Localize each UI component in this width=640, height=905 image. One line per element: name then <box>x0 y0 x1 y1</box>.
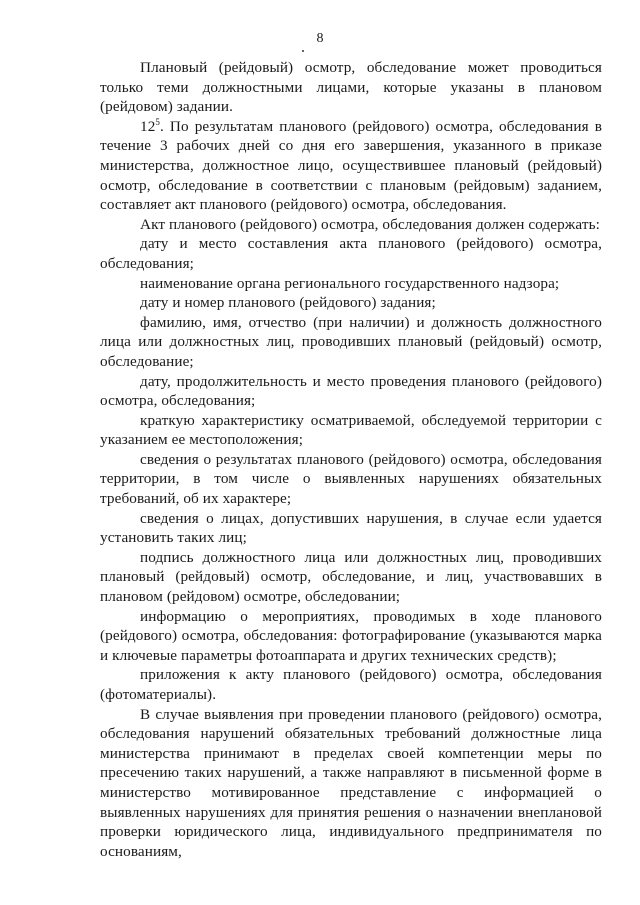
list-item-violators: сведения о лицах, допустивших нарушения, в случае если удается установить таких лиц; <box>100 509 602 547</box>
clause-text: . По результатам планового (рейдового) осмотра, обследования в течение 3 рабочих дней со дня его завершения, указанного в приказе министерства, должностное лицо, осуществившее плановый (рейдовый) осмотр, обследование в соответствии с плановым (рейдовым) заданием, составляет акт планового (рейдового) осмотра, обследования. <box>100 117 602 214</box>
list-item-duration-place: дату, продолжительность и место проведения планового (рейдового) осмотра, обследования; <box>100 372 602 410</box>
paragraph-violations-procedure: В случае выявления при проведении планового (рейдового) осмотра, обследования нарушений обязательных требований должностные лица министерства принимают в пределах своей компетенции меры по пресечению таких нарушений, а также направляют в письменной форме в министерство мотивированное представление с информацией о выявленных нарушениях для принятия решения о назначении внеплановой проверки юридического лица, индивидуального предпринимателя по основаниям, <box>100 705 602 860</box>
document-body <box>100 58 602 861</box>
list-item-results: сведения о результатах планового (рейдового) осмотра, обследования территории, в том числе о выявленных нарушениях обязательных требований, об их характере; <box>100 450 602 508</box>
list-item-officials: фамилию, имя, отчество (при наличии) и должность должностного лица или должностных лиц, проводивших плановый (рейдовый) осмотр, обследование; <box>100 313 602 370</box>
list-item-territory-description: краткую характеристику осматриваемой, обследуемой территории с указанием ее местоположения; <box>100 411 602 449</box>
list-item-signatures: подпись должностного лица или должностных лиц, проводивших плановый (рейдовый) осмотр, обследование, и лиц, участвовавших в плановом (рейдовом) осмотре, обследовании; <box>100 548 602 606</box>
paragraph-12-5 <box>100 117 602 215</box>
page-number: 8 <box>316 31 324 46</box>
clause-number: 12 <box>140 117 156 135</box>
paragraph-act-contents-intro: Акт планового (рейдового) осмотра, обследования должен содержать: <box>140 215 600 233</box>
paragraph-inspection-officials: Плановый (рейдовый) осмотр, обследование может проводиться только теми должностными лицами, которые указаны в плановом (рейдовом) задании. <box>100 59 602 116</box>
list-item-task-date-number: дату и номер планового (рейдового) задания; <box>140 294 436 312</box>
list-item-attachments: приложения к акту планового (рейдового) осмотра, обследования (фотоматериалы). <box>100 666 602 703</box>
list-item-date-place: дату и место составления акта планового (рейдового) осмотра, обследования; <box>100 235 602 272</box>
list-item-measures-info: информацию о мероприятиях, проводимых в ходе планового (рейдового) осмотра, обследования: фотографирование (указываются марка и ключевые параметры фотоаппарата и других технических средств); <box>100 607 602 664</box>
list-item-authority-name: наименование органа регионального государственного надзора; <box>140 274 560 292</box>
clause-number-superscript: 5 <box>155 116 160 127</box>
scan-mark <box>302 50 304 52</box>
